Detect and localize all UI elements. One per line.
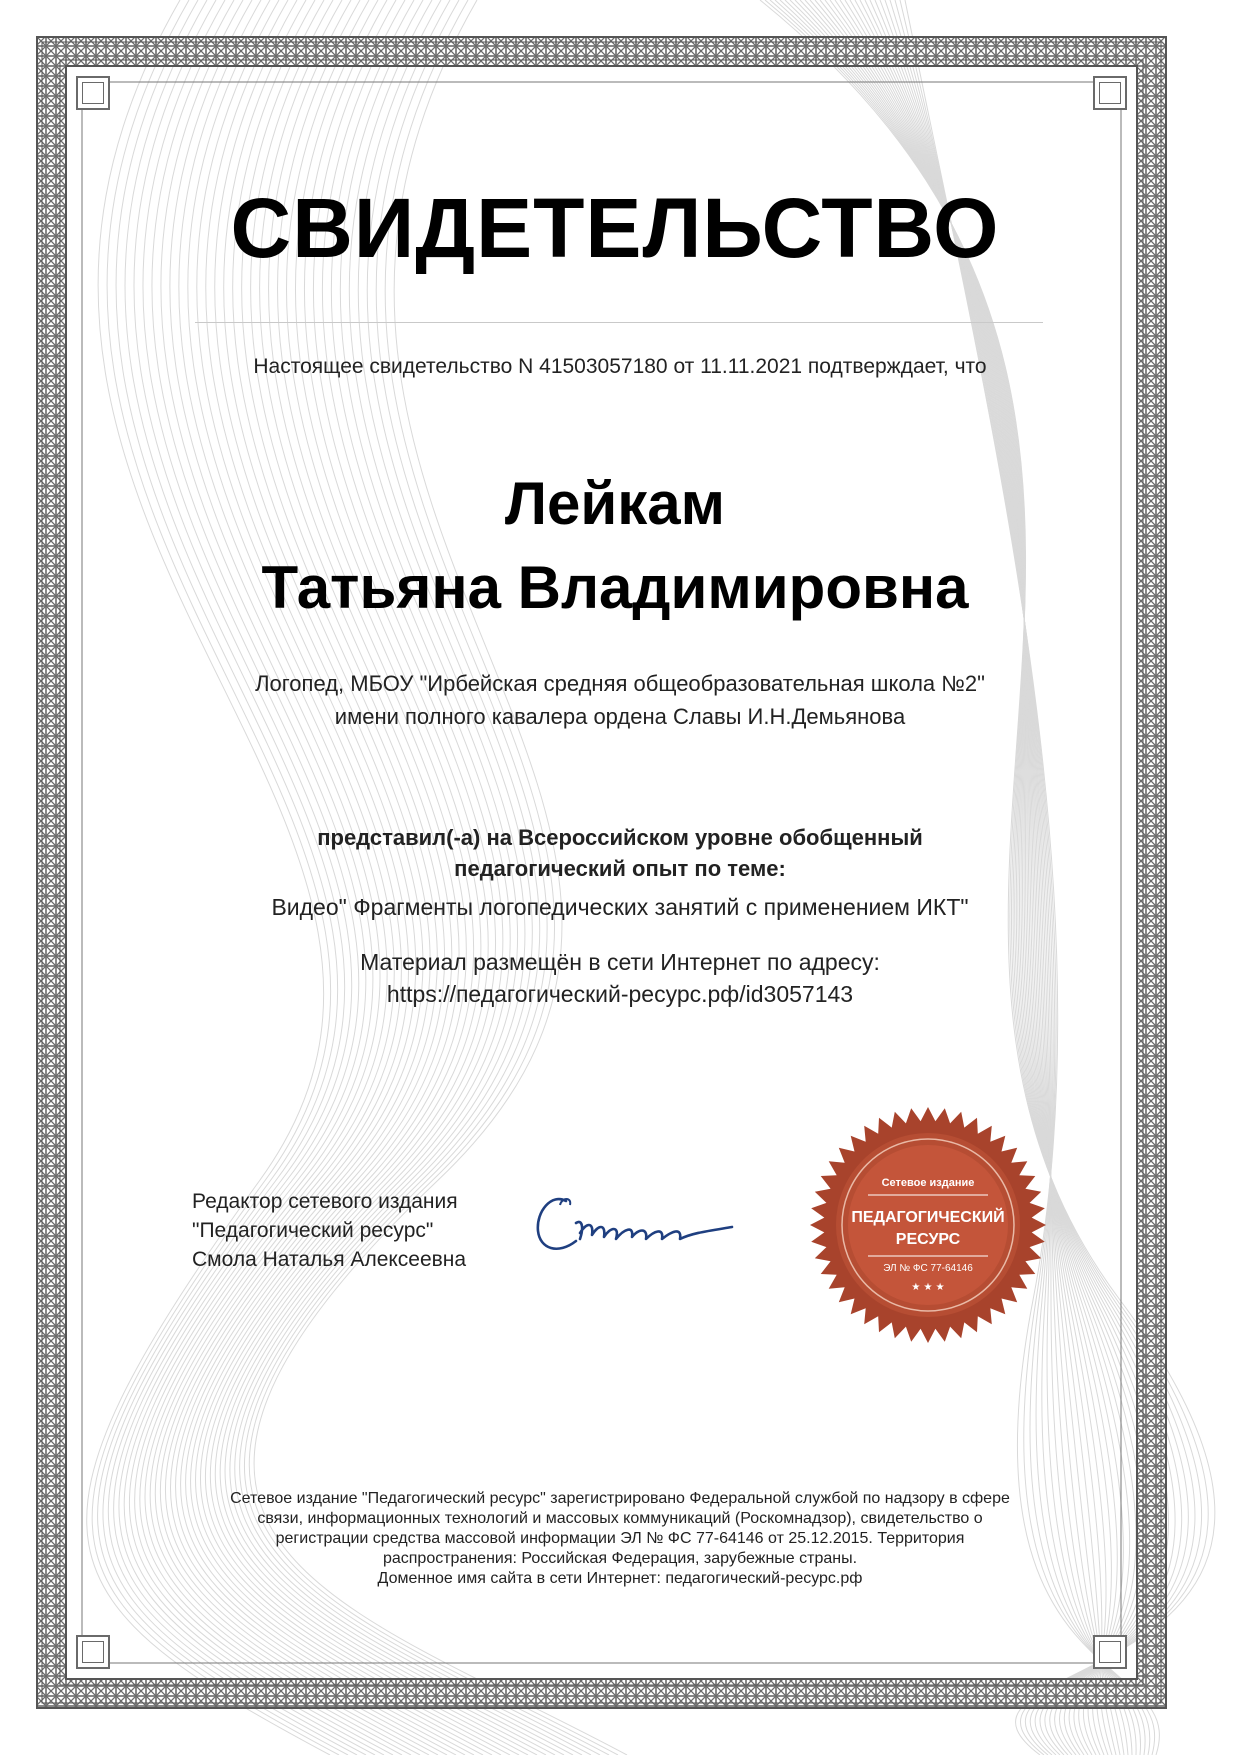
seal-title-line-1: ПЕДАГОГИЧЕСКИЙ (851, 1209, 1005, 1226)
position-line-2: имени полного кавалера ордена Славы И.Н.Демьянова (334, 704, 906, 729)
experience-topic: Видео" Фрагменты логопедических занятий с применением ИКТ" (271, 894, 969, 920)
footer-line-4: распространения: Российская Федерация, зарубежные страны. (382, 1550, 858, 1567)
recipient-surname: Лейкам (504, 470, 726, 537)
seal-top-text: Сетевое издание (881, 1177, 975, 1189)
material-location (150, 946, 1090, 1010)
presented-statement (200, 822, 1040, 884)
certificate-title: СВИДЕТЕЛЬСТВО (230, 181, 1000, 275)
seal-title-line-2: РЕСУРС (895, 1231, 961, 1248)
editor-name: Смола Наталья Алексеевна (192, 1248, 467, 1271)
publisher-seal (808, 1105, 1048, 1345)
footer-line-3: регистрации средства массовой информации ЭЛ № ФС 77-64146 от 25.12.2015. Территория (275, 1530, 965, 1547)
seal-registration: ЭЛ № ФС 77-64146 (883, 1263, 973, 1274)
title-divider (195, 322, 1043, 323)
seal-stars-icon: ★ ★ ★ (911, 1282, 945, 1293)
presented-line-1: представил(-а) на Всероссийском уровне обобщенный (317, 825, 923, 850)
footer-line-1: Сетевое издание "Педагогический ресурс" зарегистрировано Федеральной службой по надзору в сфере (230, 1490, 1010, 1507)
editor-line-2: "Педагогический ресурс" (192, 1219, 434, 1242)
presented-line-2: педагогический опыт по теме: (454, 856, 786, 881)
recipient-name (150, 462, 1080, 630)
footer-line-2: связи, информационных технологий и массовых коммуникаций (Роскомнадзор), свидетельство о (257, 1510, 983, 1527)
material-caption: Материал размещён в сети Интернет по адресу: (360, 949, 880, 975)
recipient-position (150, 667, 1090, 733)
editor-signature (532, 1183, 772, 1268)
certificate-intro: Настоящее свидетельство N 41503057180 от 11.11.2021 подтверждает, что (253, 355, 987, 378)
material-url: https://педагогический-ресурс.рф/id3057143 (386, 981, 854, 1007)
position-line-1: Логопед, МБОУ "Ирбейская средняя общеобразовательная школа №2" (255, 671, 985, 696)
recipient-given-names: Татьяна Владимировна (261, 554, 969, 621)
legal-footer (190, 1489, 1050, 1589)
footer-line-5: Доменное имя сайта в сети Интернет: педагогический-ресурс.рф (377, 1570, 863, 1587)
editor-line-1: Редактор сетевого издания (192, 1190, 458, 1213)
editor-block (192, 1187, 492, 1274)
